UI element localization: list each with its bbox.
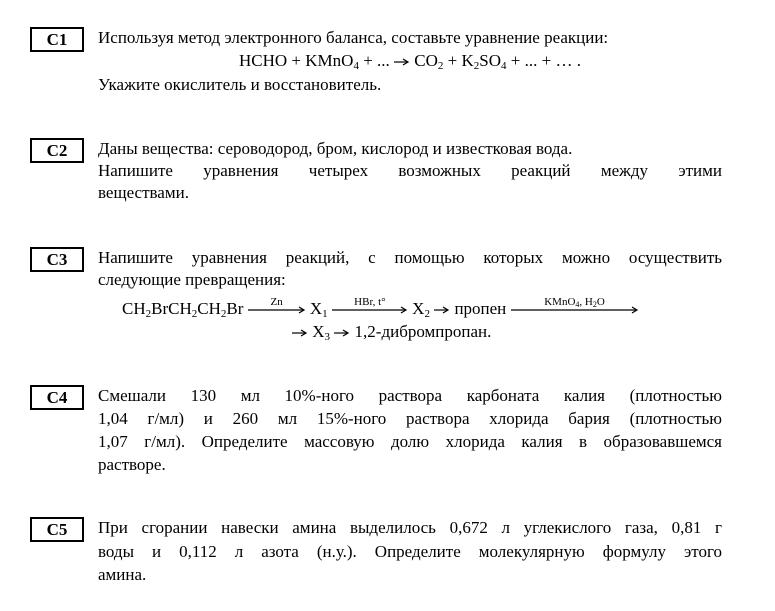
task-c2-line-3: веществами. xyxy=(98,183,189,202)
task-c5-line-1: При сгорании навески амина выделилось 0,672 л углекислого газа, 0,81 г xyxy=(98,518,722,537)
task-c1-line-1: Используя метод электронного баланса, составьте уравнение реакции: xyxy=(98,28,609,47)
reaction-arrow-hbr: HBr, t° xyxy=(332,305,408,315)
task-c3-line-2: следующие превращения: xyxy=(98,270,286,289)
reaction-arrow-icon xyxy=(334,322,350,344)
task-c3-chain-row-1: $CH_2BrCH_2CH_2Br$ Zn $X_1$ HBr, t° $X_2$ пропен KMnO$_4$, $H_2O$ xyxy=(122,298,722,321)
reaction-arrow-kmno4: KMnO$_4$, $H_2O$ xyxy=(511,305,639,315)
reaction-arrow-icon xyxy=(394,51,410,73)
task-label-c5: C5 xyxy=(30,517,84,542)
task-label-c1: C1 xyxy=(30,27,84,52)
task-c4-line-3: 1,07 г/мл). Определите массовую долю хлорида калия в образовавшемся xyxy=(98,432,722,451)
task-label-c4: C4 xyxy=(30,385,84,410)
task-c4-line-4: растворе. xyxy=(98,455,166,474)
reaction-arrow-icon xyxy=(434,299,450,321)
task-c5-line-3: амина. xyxy=(98,565,147,584)
reaction-arrow-icon xyxy=(292,322,308,344)
task-c1-line-3: Укажите окислитель и восстановитель. xyxy=(98,75,382,94)
task-c4-line-2: 1,04 г/мл) и 260 мл 15%-ного раствора хлорида бария (плотностью xyxy=(98,409,722,428)
reaction-arrow-zn: Zn xyxy=(248,305,306,315)
task-c2-line-2: Напишите уравнения четырех возможных реакций между этими xyxy=(98,161,722,180)
task-c3-chain-row-2: $X_3$ 1,2-дибромпропан. xyxy=(292,321,722,344)
task-label-c2: C2 xyxy=(30,138,84,163)
task-c4-line-1: Смешали 130 мл 10%-ного раствора карбоната калия (плотностью xyxy=(98,386,722,405)
task-c5-line-2: воды и 0,112 л азота (н.у.). Определите молекулярную формулу этого xyxy=(98,542,722,561)
task-c2-line-1: Даны вещества: сероводород, бром, кислород и известковая вода. xyxy=(98,139,573,158)
task-c1-equation: HCHO + KMnO$_4$ + ... $CO_2 + K_2SO_4$ + ... + … . xyxy=(239,51,581,72)
task-c3-line-1: Напишите уравнения реакций, с помощью которых можно осуществить xyxy=(98,248,722,267)
task-label-c3: C3 xyxy=(30,247,84,272)
